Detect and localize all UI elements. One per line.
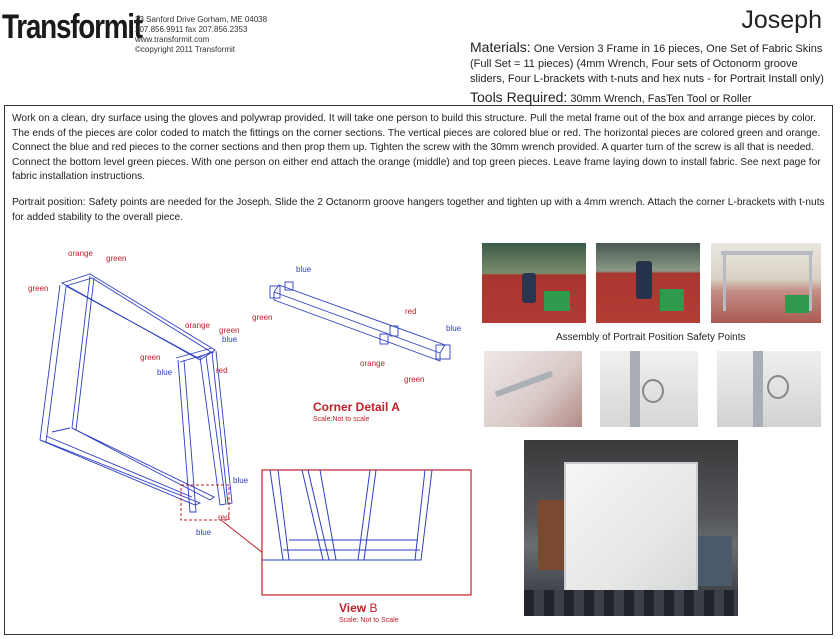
portrait-instructions: Portrait position: Safety points are needed for the Joseph. Slide the 2 Octanorm groove hangers together and tighten up with a 4mm wrench. Attach the corner L-brackets with t-nuts for added stability to the overall piece.	[12, 197, 825, 223]
phone-line: 207.856.9911 fax 207.856.2353	[135, 25, 248, 34]
copyright-line: ©copyright 2011 Transformit	[135, 45, 236, 54]
materials-text: One Version 3 Frame in 16 pieces, One Set of Fabric Skins (Full Set = 11 pieces) (4mm Wrench, Four sets of Octonorm groove sliders, Four L-brackets with t-nuts and hex nuts - for Portrait Install only)	[470, 43, 824, 85]
corner-label-blue-b: blue	[446, 324, 462, 333]
label-green-left: green	[28, 284, 49, 293]
label-red-mid: red	[216, 366, 228, 375]
assembly-photo-1	[482, 243, 586, 323]
assembly-instructions: Work on a clean, dry surface using the gloves and polywrap provided. It will take one person to build this structure. Pull the metal frame out of the box and arrange pieces by color. The ends of the pieces are color coded to match the fittings on the corner sections. The vertical pieces are colored blue or red. The horizontal pieces are colored green and orange. Connect the blue and red pieces to the corner sections and then prop them up. Tighten the screw with the 30mm wrench provided. A quarter turn of the screw is all that is needed. Connect the bottom level green pieces. With one person on either end attach the orange (middle) and top green pieces. Leave frame laying down to install fabric. See next page for fabric installation instructions.	[12, 113, 821, 183]
label-orange-top: orange	[68, 249, 93, 258]
finished-frame-photo	[524, 440, 738, 616]
label-green-mid2: green	[140, 353, 161, 362]
product-title: Joseph	[741, 6, 822, 34]
company-logo: Transformit	[2, 8, 142, 46]
address-line: 33 Sanford Drive Gorham, ME 04038	[135, 15, 268, 24]
materials-label: Materials:	[470, 39, 531, 55]
label-green-mid: green	[219, 326, 240, 335]
view-title-word: View	[339, 601, 367, 615]
tools-label: Tools Required:	[470, 89, 568, 105]
safety-point-photo-1	[484, 351, 582, 427]
photo-caption: Assembly of Portrait Position Safety Points	[556, 332, 746, 343]
corner-detail-scale: Scale:Not to scale	[313, 416, 370, 423]
view-title-letter: B	[369, 601, 378, 615]
label-orange-mid: orange	[185, 321, 210, 330]
website-line: www.transformit.com	[135, 35, 210, 44]
label-blue-mid: blue	[222, 335, 238, 344]
safety-point-photo-2	[600, 351, 698, 427]
corner-label-blue-a: blue	[296, 265, 312, 274]
corner-label-green-b: green	[404, 375, 425, 384]
label-blue-bottom2: blue	[196, 528, 212, 537]
view-b-scale: Scale: Not to Scale	[339, 617, 399, 624]
label-blue-mid2: blue	[157, 368, 173, 377]
tools-text: 30mm Wrench, FasTen Tool or Roller	[570, 93, 752, 105]
corner-detail-title: Corner Detail A	[313, 400, 400, 414]
corner-label-orange-a: orange	[360, 359, 385, 368]
label-green-top: green	[106, 254, 127, 263]
assembly-photo-3	[711, 243, 821, 323]
label-blue-bottom: blue	[233, 476, 249, 485]
corner-label-green-a: green	[252, 313, 273, 322]
corner-label-red-a: red	[405, 307, 417, 316]
safety-point-photo-3	[717, 351, 821, 427]
view-b-title	[339, 601, 378, 615]
label-red-bottom: red	[218, 513, 230, 522]
assembly-photo-2	[596, 243, 700, 323]
